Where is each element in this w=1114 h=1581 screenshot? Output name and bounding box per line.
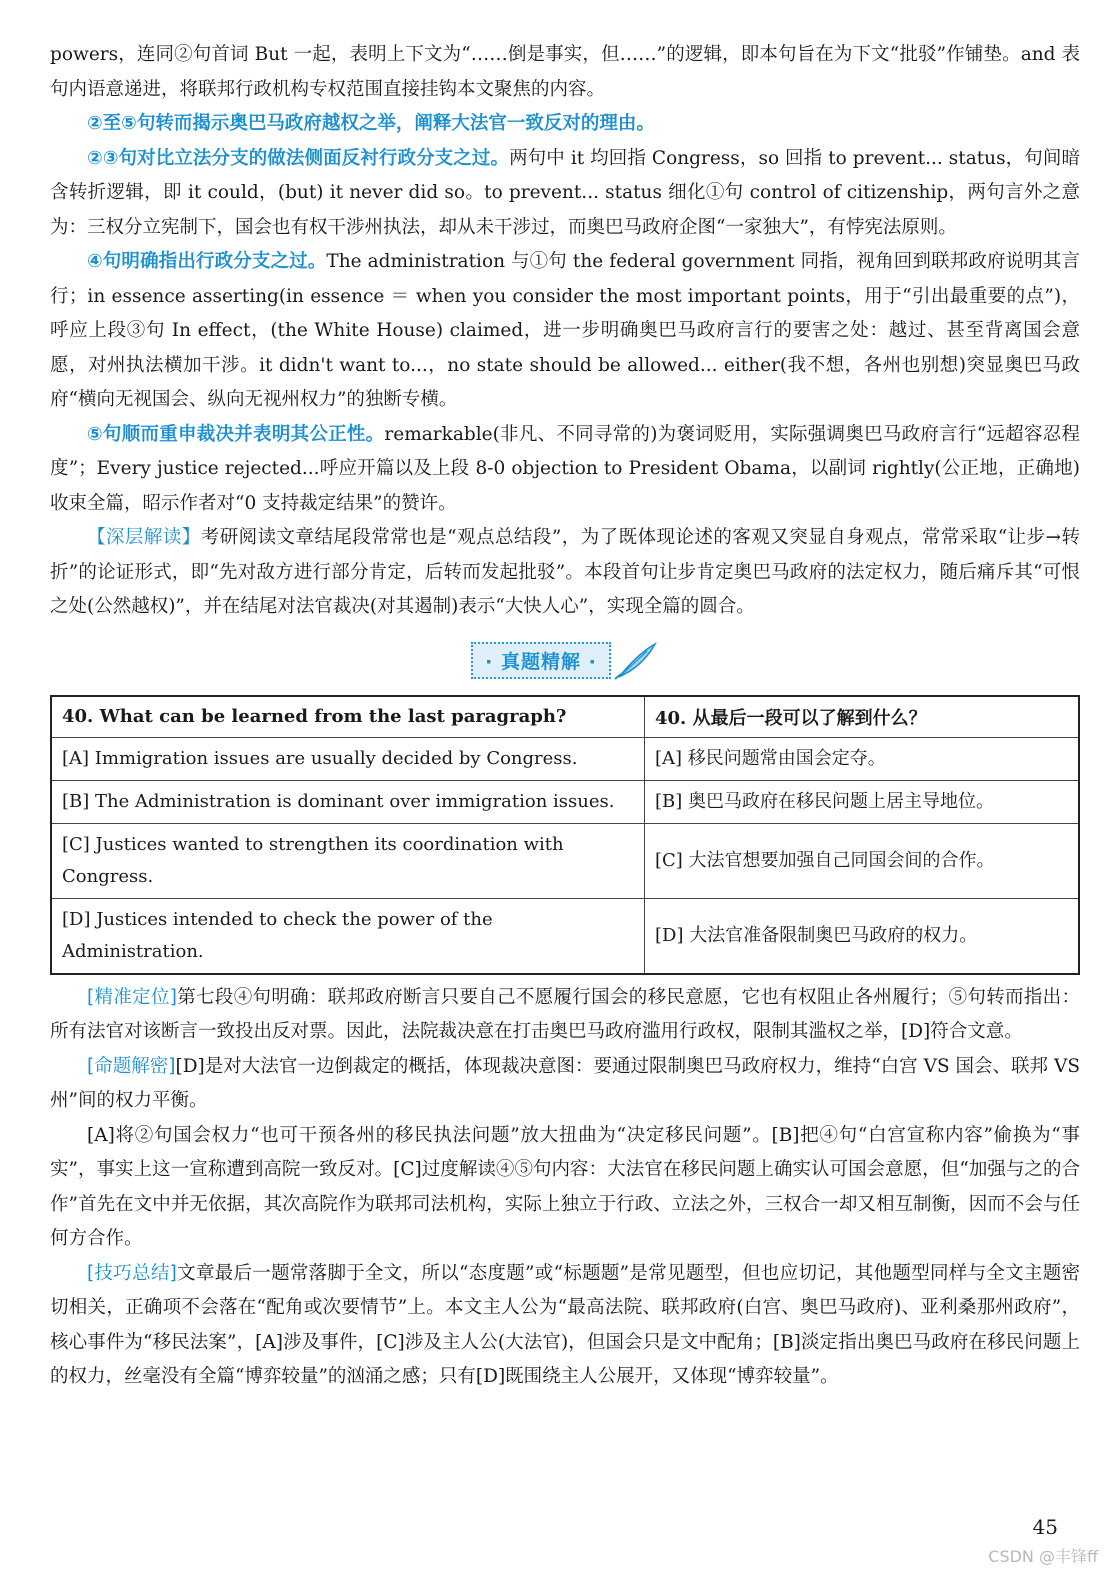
page-content bbox=[50, 38, 1080, 1395]
table-row bbox=[51, 737, 1079, 780]
analysis-1-text: 第七段④句明确：联邦政府断言只要自己不愿履行国会的移民意愿，它也有权阻止各州履行；⑤句转而指出：所有法官对该断言一致投出反对票。因此，法院裁决意在打击奥巴马政府滥用行政权，限制其滥权之举，[D]符合文意。 bbox=[50, 986, 1080, 1042]
question-header-en: 40. What can be learned from the last paragraph? bbox=[51, 696, 645, 738]
quill-pen-icon bbox=[613, 641, 659, 681]
highlight-3: ②③句对比立法分支的做法侧面反衬行政分支之过。 bbox=[87, 147, 510, 169]
analysis-3: [A]将②句国会权力“也可干预各州的移民执法问题”放大扭曲为“决定移民问题”。[B]把④句“白宫宣称内容”偷换为“事实”，事实上这一宣称遭到高院一致反对。[C]过度解读④⑤句内容：大法官在移民问题上确实认可国会意愿，但“加强与之的合作”首先在文中并无依据，其次高院作为联邦司法机构，实际上独立于行政、立法之外，三权合一却又相互制衡，因而不会与任何方合作。 bbox=[50, 1124, 1080, 1249]
question-header-zh: 40. 从最后一段可以了解到什么？ bbox=[645, 696, 1080, 738]
question-table bbox=[50, 695, 1080, 975]
highlight-4: ④句明确指出行政分支之过。 bbox=[87, 251, 327, 272]
option-c-en: [C] Justices wanted to strengthen its coordination with Congress. bbox=[51, 823, 645, 898]
table-row bbox=[51, 780, 1079, 823]
text-4: The administration 与①句 the federal government 同指，视角回到联邦政府说明其言行；in essence asserting(in essence ＝ when you consider the most important points，用于“引出最重要的点”)，呼应上段③句 In effect，(the White House) claimed，进一步明确奥巴马政府言行的要害之处：越过、甚至背离国会意愿，对州执法横加干涉。it didn't want to...，no state should be allowed... either(我不想，各州也别想)突显奥巴马政府“横向无视国会、纵向无视州权力”的独断专横。 bbox=[50, 251, 1080, 410]
text-6: 考研阅读文章结尾段常常也是“观点总结段”，为了既体现论述的客观又突显自身观点，常常采取“让步→转折”的论证形式，即“先对敌方进行部分肯定，后转而发起批驳”。本段首句让步肯定奥巴马政府的法定权力，随后痛斥其“可恨之处(公然越权)”，并在结尾对法官裁决(对其遏制)表示“大快人心”，实现全篇的圆合。 bbox=[50, 527, 1080, 617]
table-header-row bbox=[51, 696, 1079, 738]
question-decode-tag: [命题解密] bbox=[87, 1055, 176, 1077]
paragraph-6 bbox=[50, 521, 1080, 625]
text-5: remarkable(非凡、不同寻常的)为褒词贬用，实际强调奥巴马政府言行“远超容忍程度”；Every justice rejected...呼应开篇以及上段 8-0 objection to President Obama，以副词 rightly(公正地，正确地)收束全篇，昭示作者对“0 支持裁定结果”的赞许。 bbox=[50, 423, 1080, 514]
highlight-2: ②至⑤句转而揭示奥巴马政府越权之举，阐释大法官一致反对的理由。 bbox=[87, 113, 655, 134]
analysis-4 bbox=[50, 1257, 1080, 1395]
option-b-zh: [B] 奥巴马政府在移民问题上居主导地位。 bbox=[645, 780, 1080, 823]
option-a-zh: [A] 移民问题常由国会定夺。 bbox=[645, 737, 1080, 780]
paragraph-5 bbox=[50, 418, 1080, 522]
watermark: CSDN @丰锋ff bbox=[988, 1547, 1098, 1566]
section-banner bbox=[50, 641, 1080, 681]
paragraph-3 bbox=[50, 142, 1080, 246]
analysis-1 bbox=[50, 981, 1080, 1050]
table-row bbox=[51, 823, 1079, 898]
text-3: 两句中 it 均回指 Congress，so 回指 to prevent... status，句间暗含转折逻辑，即 it could，(but) it never did so。to prevent... status 细化①句 control of citizenship，两句言外之意为：三权分立宪制下，国会也有权干涉州执法，却从未干涉过，而奥巴马政府企图“一家独大”，有悖宪法原则。 bbox=[50, 147, 1080, 238]
option-d-zh: [D] 大法官准备限制奥巴马政府的权力。 bbox=[645, 898, 1080, 974]
table-row bbox=[51, 898, 1079, 974]
page-number: 45 bbox=[1032, 1515, 1058, 1539]
skill-summary-tag: [技巧总结] bbox=[87, 1262, 177, 1284]
paragraph-4 bbox=[50, 245, 1080, 418]
option-b-en: [B] The Administration is dominant over immigration issues. bbox=[51, 780, 645, 823]
highlight-5: ⑤句顺而重申裁决并表明其公正性。 bbox=[87, 423, 385, 445]
paragraph-1: powers，连同②句首词 But 一起，表明上下文为“……倒是事实，但……”的逻辑，即本句旨在为下文“批驳”作铺垫。and 表句内语意递进，将联邦行政机构专权范围直接挂钩本文聚焦的内容。 bbox=[50, 44, 1080, 100]
deep-reading-tag: 【深层解读】 bbox=[87, 527, 201, 548]
precise-location-tag: [精准定位] bbox=[87, 986, 177, 1008]
analysis-2-text: [D]是对大法官一边倒裁定的概括，体现裁决意图：要通过限制奥巴马政府权力，维持“白宫 VS 国会、联邦 VS 州”间的权力平衡。 bbox=[50, 1055, 1080, 1111]
option-c-zh: [C] 大法官想要加强自己同国会间的合作。 bbox=[645, 823, 1080, 898]
analysis-2 bbox=[50, 1050, 1080, 1119]
option-a-en: [A] Immigration issues are usually decided by Congress. bbox=[51, 737, 645, 780]
analysis-4-text: 文章最后一题常落脚于全文，所以“态度题”或“标题题”是常见题型，但也应切记，其他题型同样与全文主题密切相关，正确项不会落在“配角或次要情节”上。本文主人公为“最高法院、联邦政府(白宫、奥巴马政府)、亚利桑那州政府”，核心事件为“移民法案”，[A]涉及事件，[C]涉及主人公(大法官)，但国会只是文中配角；[B]淡定指出奥巴马政府在移民问题上的权力，丝毫没有全篇“博弈较量”的汹涌之感；只有[D]既围绕主人公展开，又体现“博弈较量”。 bbox=[50, 1262, 1081, 1387]
banner-title: · 真题精解 · bbox=[471, 642, 611, 679]
paragraph-2 bbox=[50, 107, 1080, 142]
option-d-en: [D] Justices intended to check the power of the Administration. bbox=[51, 898, 645, 974]
